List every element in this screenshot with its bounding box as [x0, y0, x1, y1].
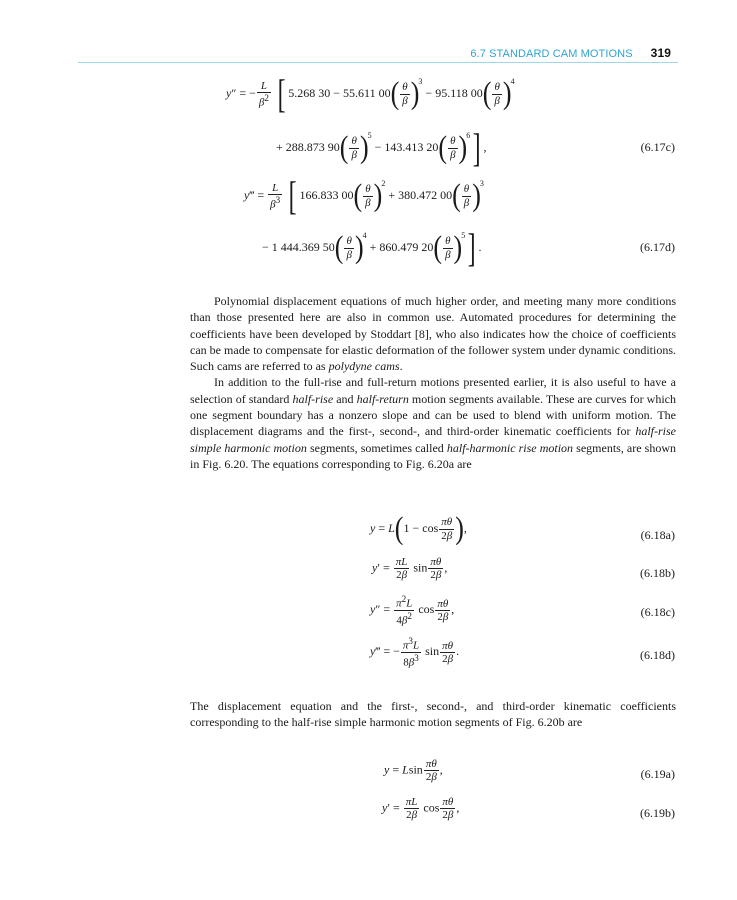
eq-label-618b: (6.18b): [640, 566, 675, 580]
paragraph-2: In addition to the full-rise and full-return motions presented earlier, it is also useful to have a selection of standard half-rise and half-return motion segments available. These are curves for which one segment boundary has a nonzero slope and can be used to blend with uniform motion. The displacement diagrams and the first-, second-, and third-order kinematic coefficients for half-rise simple harmonic motion segments, sometimes called half-harmonic rise motion segments, are shown in Fig. 6.20. The equations corresponding to Fig. 6.20a are: [190, 375, 676, 471]
eq-618a: y = L(1 − cos $\frac{\pi\theta}{2\beta}$ ),: [370, 511, 467, 546]
body-text-1: [190, 293, 676, 472]
paragraph-1: Polynomial displacement equations of much higher order, and meeting many more conditions than those presented here are also in common use. Automated procedures for determining the coefficients have been developed by Stoddart [8], who also indicates how the choice of coefficients can be made to compensate for elastic deformation of the follower system under dynamic conditions. Such cams are referred to as polydyne cams.: [190, 294, 676, 374]
eq-label-617d: (6.17d): [640, 240, 675, 254]
eq-label-618d: (6.18d): [640, 648, 675, 662]
eq-618d: y‴ = − $\frac{\pi^3L}{8\beta^3}$ sin $\frac{\pi\theta}{2\beta}$ .: [370, 636, 460, 669]
eq-label-618c: (6.18c): [640, 605, 675, 619]
eq-618c: y″ = $\frac{\pi^2L}{4\beta^2}$ cos $\frac{\pi\theta}{2\beta}$ ,: [370, 594, 455, 627]
body-text-2: [190, 698, 676, 731]
section-title: 6.7 STANDARD CAM MOTIONS: [470, 48, 633, 60]
eq-617c-line1: y″ = − $\frac{L}{\beta^2}$ [ 5.268 30 − 55.611 00( $\frac{\theta}{\beta}$ )$^3$ − 95.118 00( $\frac{\theta}{\beta}$ )$^4$: [226, 71, 515, 116]
eq-617c-line2: + 288.873 90( $\frac{\theta}{\beta}$ )$^5$ − 143.413 20( $\frac{\theta}{\beta}$ )$^6$] ,: [276, 125, 487, 170]
eq-618b: y′ = $\frac{\pi L}{2\beta}$ sin $\frac{\pi\theta}{2\beta}$ ,: [372, 556, 448, 582]
eq-619a: y = Lsin $\frac{\pi\theta}{2\beta}$ ,: [384, 758, 443, 784]
eq-label-617c: (6.17c): [640, 140, 675, 154]
eq-617d-line1: y‴ = $\frac{L}{\beta^3}$ [ 166.833 00( $\frac{\theta}{\beta}$ )$^2$ + 380.472 00( $\frac{\theta}{\beta}$ )$^3$: [244, 173, 484, 218]
header-rule: [78, 62, 678, 63]
eq-label-619b: (6.19b): [640, 806, 675, 820]
running-header: [470, 46, 671, 60]
eq-617d-line2: − 1 444.369 50( $\frac{\theta}{\beta}$ )$^4$ + 860.479 20( $\frac{\theta}{\beta}$ )$^5$] .: [262, 225, 482, 270]
eq-619b: y′ = $\frac{\pi L}{2\beta}$ cos $\frac{\pi\theta}{2\beta}$ ,: [382, 796, 460, 822]
eq-label-619a: (6.19a): [640, 767, 675, 781]
paragraph-3: The displacement equation and the first-, second-, and third-order kinematic coefficients corresponding to the half-rise simple harmonic motion segments of Fig. 6.20b are: [190, 699, 676, 730]
page-number: 319: [650, 46, 671, 60]
eq-label-618a: (6.18a): [640, 528, 675, 542]
